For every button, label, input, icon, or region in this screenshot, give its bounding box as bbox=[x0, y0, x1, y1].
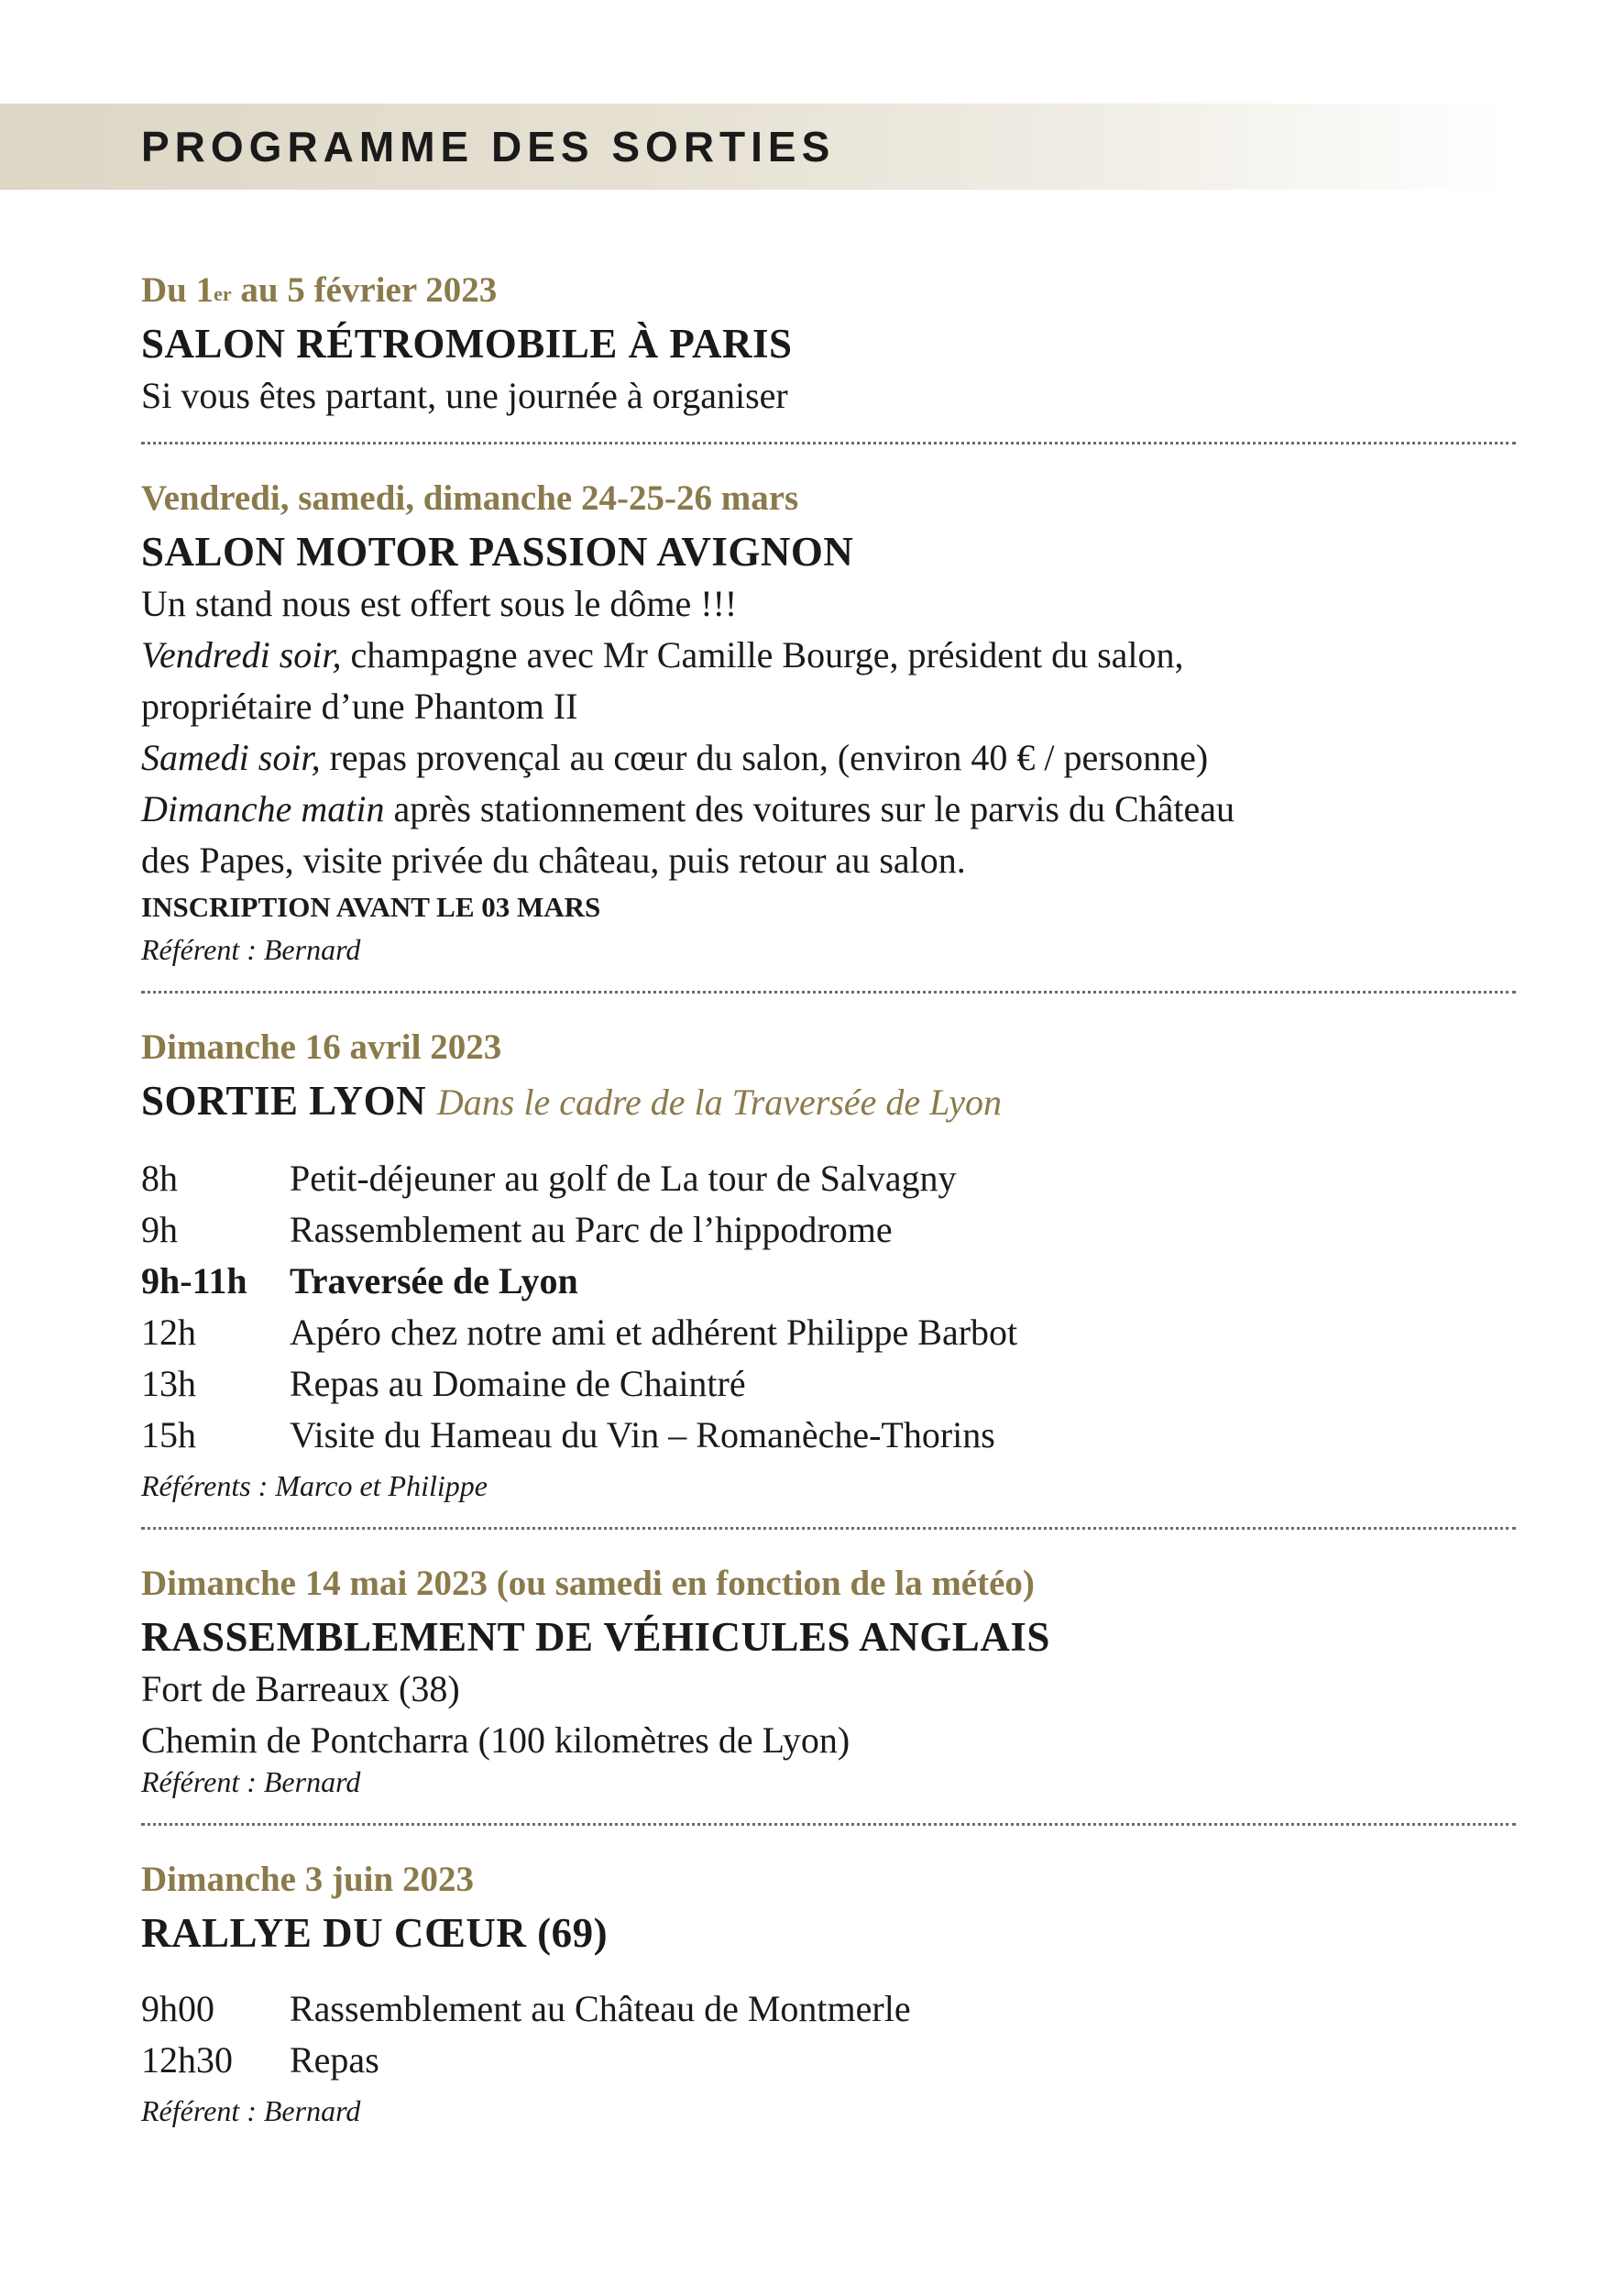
schedule-time: 8h bbox=[141, 1158, 178, 1199]
registration-deadline: INSCRIPTION AVANT LE 03 MARS bbox=[141, 891, 601, 923]
schedule-activity: Repas au Domaine de Chaintré bbox=[290, 1363, 746, 1404]
events-list bbox=[141, 264, 1516, 2132]
event-rallye-du-coeur bbox=[141, 1853, 1516, 2132]
event-referent: Référent : Bernard bbox=[141, 933, 361, 966]
schedule-row bbox=[141, 1153, 1516, 1204]
schedule-row bbox=[141, 1307, 1516, 1358]
event-subtitle: Dans le cadre de la Traversée de Lyon bbox=[436, 1082, 1002, 1123]
dotted-divider bbox=[141, 991, 1516, 994]
schedule-row bbox=[141, 1256, 1516, 1307]
event-referent: Référent : Bernard bbox=[141, 1765, 361, 1798]
schedule-activity: Petit-déjeuner au golf de La tour de Salvagny bbox=[290, 1158, 957, 1199]
event-date: Dimanche 3 juin 2023 bbox=[141, 1860, 474, 1899]
schedule-time: 9h bbox=[141, 1209, 178, 1250]
event-retromobile bbox=[141, 264, 1516, 422]
schedule-activity: Rassemblement au Château de Montmerle bbox=[290, 1988, 911, 2029]
event-line: Un stand nous est offert sous le dôme !!! bbox=[141, 583, 738, 624]
event-title: SALON MOTOR PASSION AVIGNON bbox=[141, 529, 854, 575]
event-date bbox=[141, 264, 1516, 317]
event-title-text: SORTIE LYON bbox=[141, 1078, 427, 1124]
event-title: SALON RÉTROMOBILE À PARIS bbox=[141, 321, 793, 367]
date-text-end: au 5 février 2023 bbox=[231, 270, 498, 310]
event-line: propriétaire d’une Phantom II bbox=[141, 686, 578, 727]
event-schedule bbox=[141, 1153, 1516, 1461]
schedule-activity: Rassemblement au Parc de l’hippodrome bbox=[290, 1209, 893, 1250]
schedule-activity: Visite du Hameau du Vin – Romanèche-Thorins bbox=[290, 1414, 995, 1455]
event-line: Vendredi soir, champagne avec Mr Camille Bourge, président du salon, bbox=[141, 634, 1184, 675]
event-description: Si vous êtes partant, une journée à organiser bbox=[141, 375, 788, 416]
schedule-time: 12h30 bbox=[141, 2039, 233, 2081]
schedule-row bbox=[141, 2035, 1516, 2086]
event-sortie-lyon bbox=[141, 1021, 1516, 1507]
event-referent: Référent : Bernard bbox=[141, 2094, 361, 2127]
page-title: PROGRAMME DES SORTIES bbox=[141, 123, 836, 170]
event-schedule bbox=[141, 1983, 1516, 2086]
event-line: Fort de Barreaux (38) bbox=[141, 1668, 460, 1709]
dotted-divider bbox=[141, 442, 1516, 445]
date-superscript: er bbox=[214, 282, 232, 305]
event-date: Dimanche 14 mai 2023 (ou samedi en fonction de la météo) bbox=[141, 1564, 1035, 1603]
event-title bbox=[141, 1074, 1516, 1129]
schedule-time: 15h bbox=[141, 1414, 196, 1455]
event-line: Dimanche matin après stationnement des voitures sur le parvis du Château bbox=[141, 788, 1235, 829]
event-motor-passion bbox=[141, 472, 1516, 971]
date-text: Du 1 bbox=[141, 270, 214, 310]
event-line: des Papes, visite privée du château, puis retour au salon. bbox=[141, 840, 966, 881]
schedule-row bbox=[141, 1410, 1516, 1461]
event-date: Dimanche 16 avril 2023 bbox=[141, 1027, 502, 1067]
event-line: Chemin de Pontcharra (100 kilomètres de Lyon) bbox=[141, 1719, 850, 1761]
event-title: RALLYE DU CŒUR (69) bbox=[141, 1910, 609, 1956]
schedule-time: 13h bbox=[141, 1363, 196, 1404]
schedule-row bbox=[141, 1983, 1516, 2035]
event-date: Vendredi, samedi, dimanche 24-25-26 mars bbox=[141, 478, 799, 518]
schedule-activity: Traversée de Lyon bbox=[290, 1260, 578, 1301]
event-referent: Référents : Marco et Philippe bbox=[141, 1469, 488, 1502]
schedule-time: 9h00 bbox=[141, 1988, 214, 2029]
event-title: RASSEMBLEMENT DE VÉHICULES ANGLAIS bbox=[141, 1614, 1050, 1660]
dotted-divider bbox=[141, 1527, 1516, 1530]
event-vehicules-anglais bbox=[141, 1557, 1516, 1803]
schedule-row bbox=[141, 1358, 1516, 1410]
dotted-divider bbox=[141, 1823, 1516, 1826]
event-line: Samedi soir, repas provençal au cœur du salon, (environ 40 € / personne) bbox=[141, 737, 1209, 778]
schedule-row bbox=[141, 1204, 1516, 1256]
schedule-activity: Apéro chez notre ami et adhérent Philippe Barbot bbox=[290, 1312, 1018, 1353]
schedule-time: 12h bbox=[141, 1312, 196, 1353]
schedule-activity: Repas bbox=[290, 2039, 379, 2081]
schedule-time: 9h-11h bbox=[141, 1260, 247, 1301]
